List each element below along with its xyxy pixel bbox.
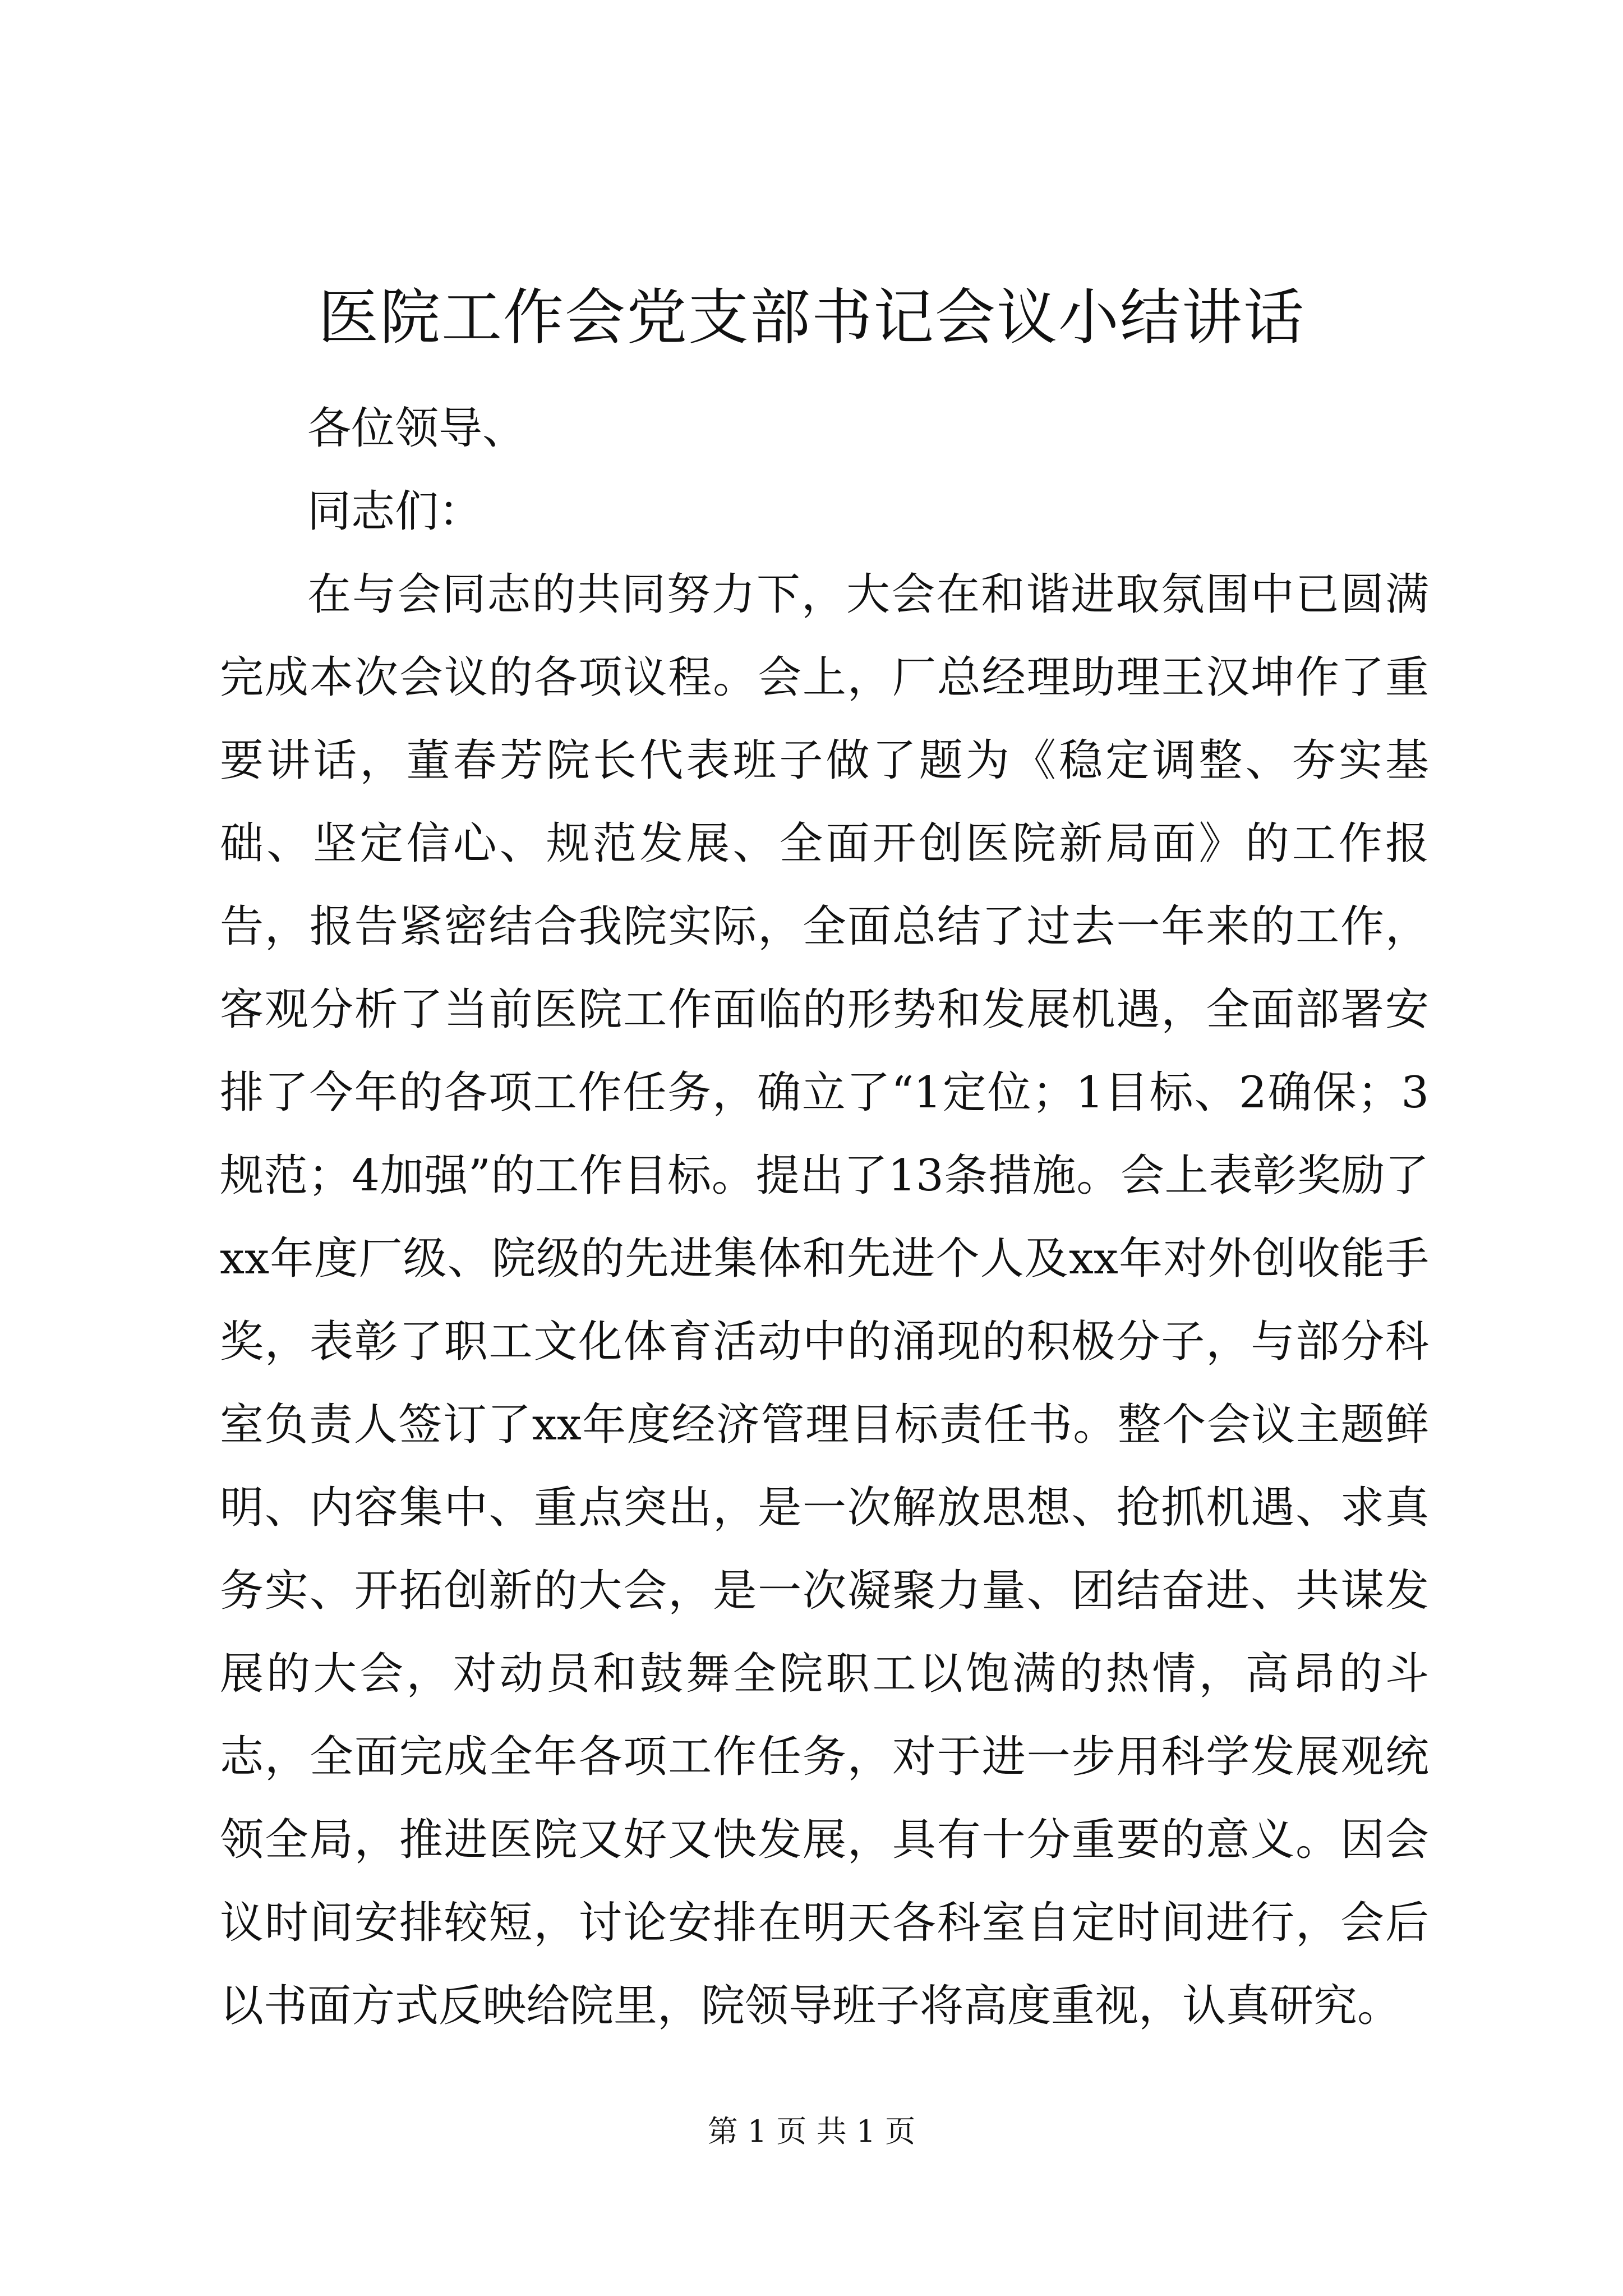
salutation-leaders: 各位领导、: [307, 403, 527, 454]
document-title: 医院工作会党支部书记会议小结讲话: [317, 283, 1305, 353]
page-number-footer: 第 1 页 共 1 页: [707, 2114, 916, 2149]
salutation-comrades: 同志们：: [307, 486, 483, 537]
body-paragraph: 在与会同志的共同努力下，大会在和谐进取氛围中已圆满完成本次会议的各项议程。会上，厂总经理助理王汉坤作了重要讲话，董春芳院长代表班子做了题为《稳定调整、夯实基础、坚定信心、规范发展、全面开创医院新局面》的工作报告，报告紧密结合我院实际，全面总结了过去一年来的工作，客观分析了当前医院工作面临的形势和发展机遇，全面部署安排了今年的各项工作任务，确立了“1定位；1目标、2确保；3规范；4加强”的工作目标。提出了13条措施。会上表彰奖励了xx年度厂级、院级的先进集体和先进个人及xx年对外创收能手奖，表彰了职工文化体育活动中的涌现的积极分子，与部分科室负责人签订了xx年度经济管理目标责任书。整个会议主题鲜明、内容集中、重点突出，是一次解放思想、抢抓机遇、求真务实、开拓创新的大会，是一次凝聚力量、团结奋进、共谋发展的大会，对动员和鼓舞全院职工以饱满的热情，高昂的斗志，全面完成全年各项工作任务，对于进一步用科学发展观统领全局，推进医院又好又快发展，具有十分重要的意义。因会议时间安排较短，讨论安排在明天各科室自定时间进行，会后以书面方式反映给院里，院领导班子将高度重视，认真研究。: [220, 569, 1429, 2031]
document-body: [220, 387, 1429, 2047]
